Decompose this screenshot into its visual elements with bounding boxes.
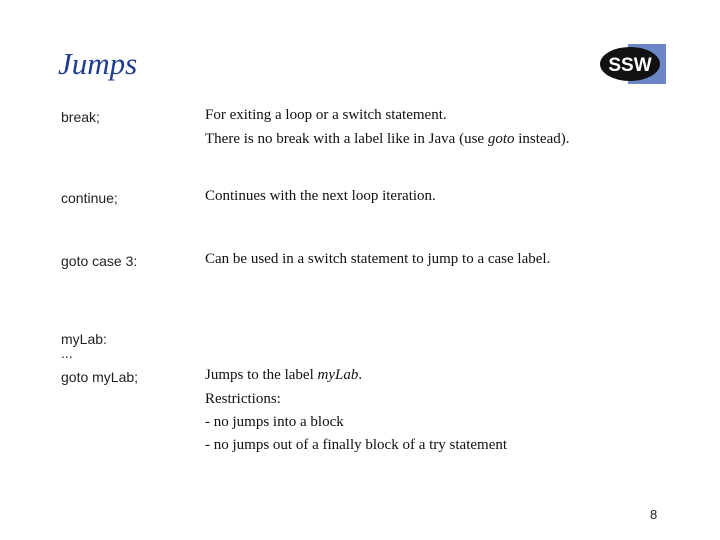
logo-text: SSW <box>608 55 652 76</box>
code-goto-case: goto case 3: <box>61 253 138 269</box>
code-goto-label: goto myLab; <box>61 369 139 385</box>
code-break: break; <box>61 109 100 125</box>
desc-restriction-2: - no jumps out of a finally block of a try statement <box>205 437 508 453</box>
slide-title: Jumps <box>58 46 138 81</box>
ssw-logo <box>598 44 668 84</box>
desc-restrictions: Restrictions: <box>205 391 281 407</box>
code-continue: continue; <box>61 190 118 206</box>
desc-goto-label-line1: Jumps to the label myLab. <box>205 367 363 383</box>
desc-restriction-1: - no jumps into a block <box>205 414 344 430</box>
desc-break-line1: For exiting a loop or a switch statement. <box>205 107 447 123</box>
desc-continue: Continues with the next loop iteration. <box>205 188 436 204</box>
code-ellipsis: ... <box>61 345 73 361</box>
page-number: 8 <box>650 507 658 522</box>
code-label-definition: myLab: <box>61 331 107 347</box>
desc-break-line2: There is no break with a label like in Java (use goto instead). <box>205 131 570 147</box>
desc-goto-case: Can be used in a switch statement to jump to a case label. <box>205 251 551 267</box>
